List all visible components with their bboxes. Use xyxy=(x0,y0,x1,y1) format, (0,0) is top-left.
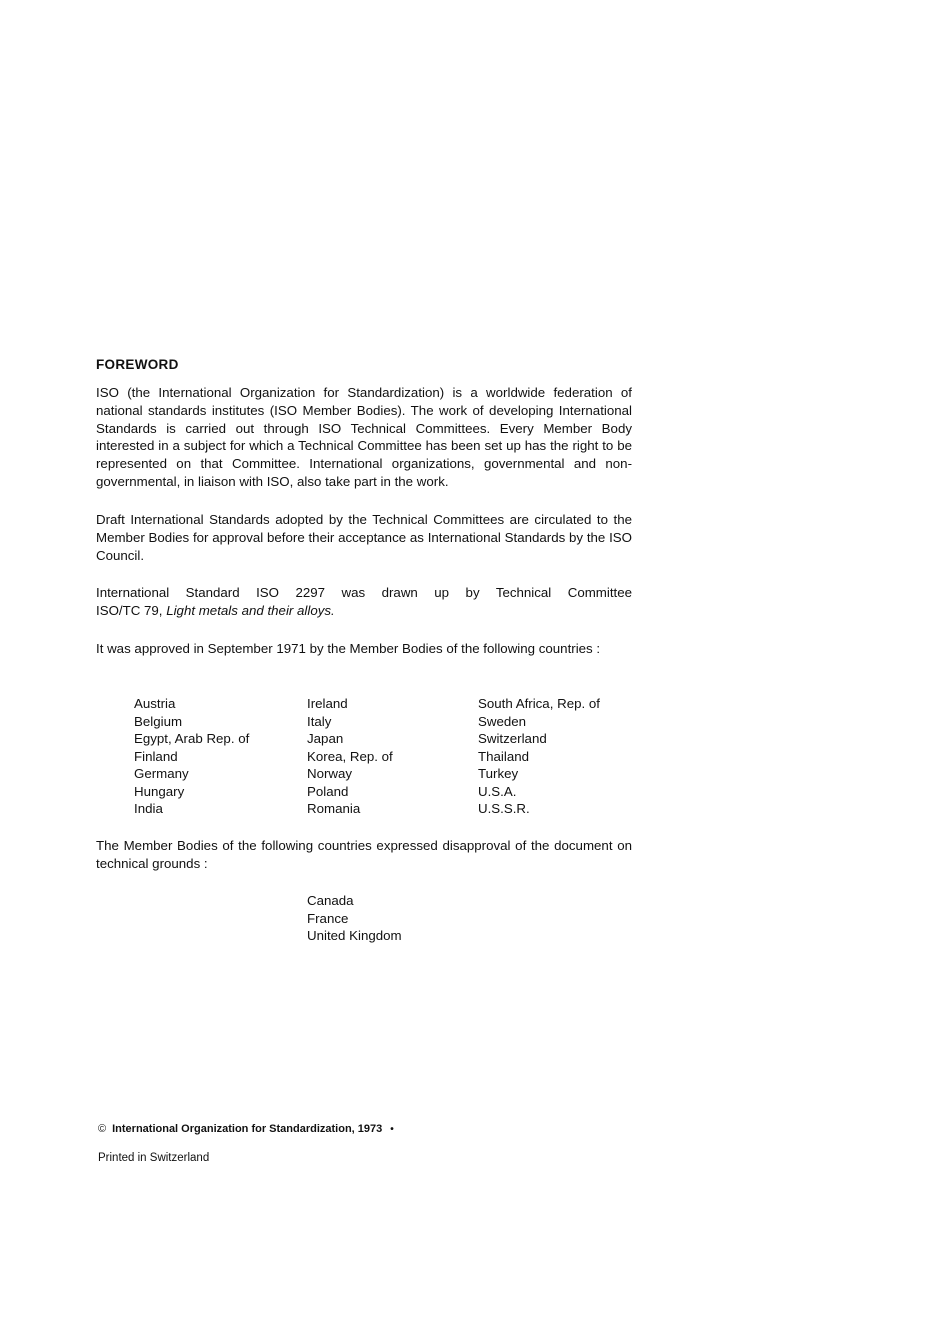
bullet-icon: • xyxy=(390,1124,394,1135)
country-item: Switzerland xyxy=(478,731,547,746)
country-item: Finland xyxy=(134,748,178,764)
country-item: Sweden xyxy=(478,713,527,729)
country-item: Ireland xyxy=(307,696,348,711)
foreword-paragraph-approval: It was approved in September 1971 by the Member Bodies of the following countries : xyxy=(96,641,601,656)
country-item: India xyxy=(134,801,163,816)
printed-location: Printed in Switzerland xyxy=(98,1152,210,1164)
countries-column-3 xyxy=(478,695,600,818)
country-item: U.S.A. xyxy=(478,783,517,799)
country-item: U.S.S.R. xyxy=(478,801,530,816)
foreword-paragraph-disapproval: The Member Bodies of the following countries expressed disapproval of the document on technical grounds : xyxy=(96,838,632,871)
countries-column-2 xyxy=(307,695,393,818)
committee-line: International Standard ISO 2297 was drawn up by Technical Committee xyxy=(96,585,632,600)
country-item: Poland xyxy=(307,783,349,799)
country-item: Belgium xyxy=(134,713,183,729)
country-item: United Kingdom xyxy=(307,928,402,943)
foreword-paragraph-committee xyxy=(96,584,632,620)
foreword-paragraph-draft-standards: Draft International Standards adopted by the Technical Committees are circulated to the Member Bodies for approval before their acceptance as International Standards by the ISO Council. xyxy=(96,512,632,563)
committee-code: ISO/TC 79, xyxy=(96,602,167,618)
country-item: Japan xyxy=(307,731,344,746)
copyright-notice xyxy=(98,1123,394,1135)
copyright-text: International Organization for Standardization, 1973 xyxy=(112,1123,383,1135)
foreword-heading: FOREWORD xyxy=(96,357,179,372)
country-item: Austria xyxy=(134,696,176,711)
country-item: Canada xyxy=(307,893,354,908)
country-item: Norway xyxy=(307,766,353,781)
copyright-icon: © xyxy=(98,1123,107,1135)
country-item: Romania xyxy=(307,801,361,816)
country-item: Egypt, Arab Rep. of xyxy=(134,731,250,746)
countries-column-1 xyxy=(134,695,249,818)
country-item: Thailand xyxy=(478,748,530,764)
country-item: France xyxy=(307,910,349,926)
country-item: Germany xyxy=(134,766,189,781)
country-item: Italy xyxy=(307,713,332,729)
country-item: Turkey xyxy=(478,766,519,781)
disapproving-countries-list xyxy=(307,892,402,945)
committee-title: Light metals and their alloys. xyxy=(166,602,335,618)
country-item: Hungary xyxy=(134,783,185,799)
country-item: South Africa, Rep. of xyxy=(478,696,600,711)
foreword-paragraph-iso-description: ISO (the International Organization for Standardization) is a worldwide federation of national standards institutes (ISO Member Bodies). The work of developing International Standards is carried out through ISO Technical Committees. Every Member Body interested in a subject for which a Technical Committee has been set up has the right to be represented on that Committee. International organizations, governmental and non-governmental, in liaison with ISO, also take part in the work. xyxy=(96,385,632,489)
country-item: Korea, Rep. of xyxy=(307,748,393,764)
